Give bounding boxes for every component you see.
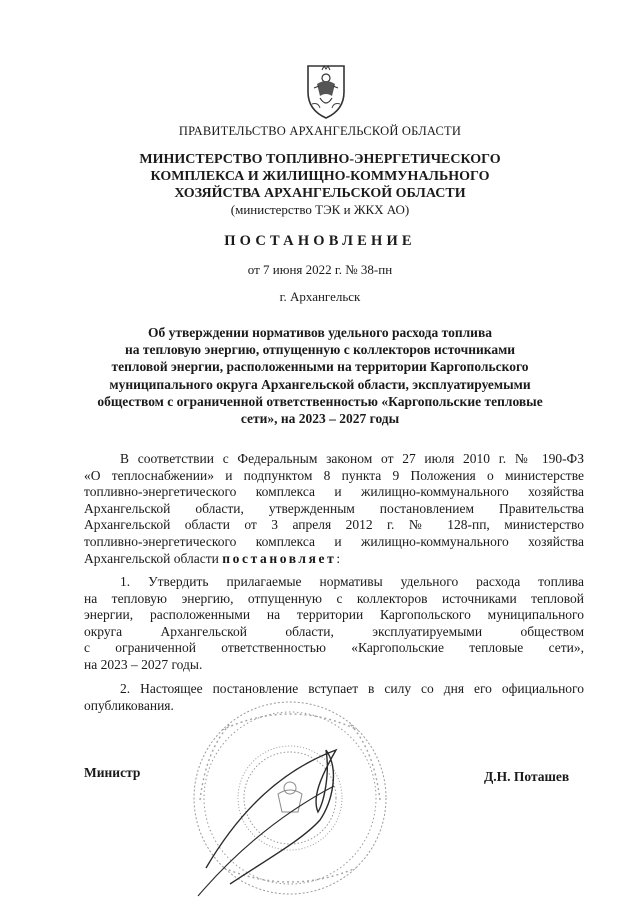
item-1-line: на 2023 – 2027 годы. bbox=[84, 656, 203, 672]
preamble-last-text: Архангельской области bbox=[84, 550, 219, 566]
preamble-line: топливно-энергетического комплекса и жилищно-коммунального хозяйства bbox=[84, 533, 584, 549]
item-2-line: 2. Настоящее постановление вступает в силу со дня его официального bbox=[120, 681, 584, 696]
official-stamp-icon bbox=[170, 690, 410, 905]
preamble-paragraph bbox=[84, 451, 584, 567]
subject-line: муниципального округа Архангельской области, эксплуатируемыми bbox=[109, 376, 531, 392]
subject-line: Об утверждении нормативов удельного расхода топлива bbox=[147, 325, 493, 340]
ministry-short-name: (министерство ТЭК и ЖКХ АО) bbox=[230, 202, 410, 217]
government-title: ПРАВИТЕЛЬСТВО АРХАНГЕЛЬСКОЙ ОБЛАСТИ bbox=[178, 124, 462, 138]
preamble-line: топливно-энергетического комплекса и жилищно-коммунального хозяйства bbox=[84, 484, 584, 500]
signer-title: Министр bbox=[84, 765, 141, 780]
document-subject bbox=[0, 324, 640, 427]
preamble-line: В соответствии с Федеральным законом от 27 июля 2010 г. № 190-ФЗ bbox=[120, 451, 584, 466]
item-1-line: на тепловую энергию, отпущенную с коллекторов источниками тепловой bbox=[84, 590, 584, 606]
document-date-number: от 7 июня 2022 г. № 38-пн bbox=[247, 262, 393, 277]
item-1-line: энергии, расположенными на территории Каргопольского муниципального bbox=[84, 607, 584, 623]
document-type: ПОСТАНОВЛЕНИЕ bbox=[224, 233, 416, 249]
subject-line: обществом с ограниченной ответственностью «Каргопольские тепловые bbox=[97, 393, 543, 409]
subject-line: тепловой энергии, расположенными на территории Каргопольского bbox=[111, 359, 529, 375]
item-1-paragraph bbox=[84, 574, 584, 674]
preamble-last-line bbox=[84, 551, 584, 568]
item-1-line: 1. Утвердить прилагаемые нормативы удельного расхода топлива bbox=[120, 574, 584, 589]
resolves-colon: : bbox=[336, 550, 341, 566]
ministry-name-line: МИНИСТЕРСТВО ТОПЛИВНО-ЭНЕРГЕТИЧЕСКОГО bbox=[139, 152, 501, 167]
coat-of-arms-icon bbox=[304, 62, 348, 120]
resolves-word: постановляет bbox=[222, 550, 337, 566]
document-city: г. Архангельск bbox=[279, 289, 361, 304]
item-1-line: с ограниченной ответственностью «Каргопольские тепловые сети», bbox=[84, 640, 584, 656]
preamble-line: Архангельской области от 3 апреля 2012 г. № 128-пп, министерство bbox=[84, 517, 584, 533]
signer-name: Д.Н. Поташев bbox=[484, 769, 570, 784]
ministry-name bbox=[0, 151, 640, 202]
ministry-name-line: КОМПЛЕКСА И ЖИЛИЩНО-КОММУНАЛЬНОГО bbox=[150, 169, 490, 184]
preamble-line: «О теплоснабжении» и подпунктом 8 пункта 9 Положения о министерстве bbox=[84, 467, 584, 483]
item-2-line: опубликования. bbox=[84, 697, 174, 713]
subject-line: сети», на 2023 – 2027 годы bbox=[240, 411, 400, 427]
item-1-line: округа Архангельской области, эксплуатируемыми обществом bbox=[84, 623, 584, 639]
preamble-line: Архангельской области, утвержденным постановлением Правительства bbox=[84, 500, 584, 516]
ministry-name-line: ХОЗЯЙСТВА АРХАНГЕЛЬСКОЙ ОБЛАСТИ bbox=[174, 186, 466, 201]
subject-line: на тепловую энергию, отпущенную с коллекторов источниками bbox=[124, 342, 516, 358]
